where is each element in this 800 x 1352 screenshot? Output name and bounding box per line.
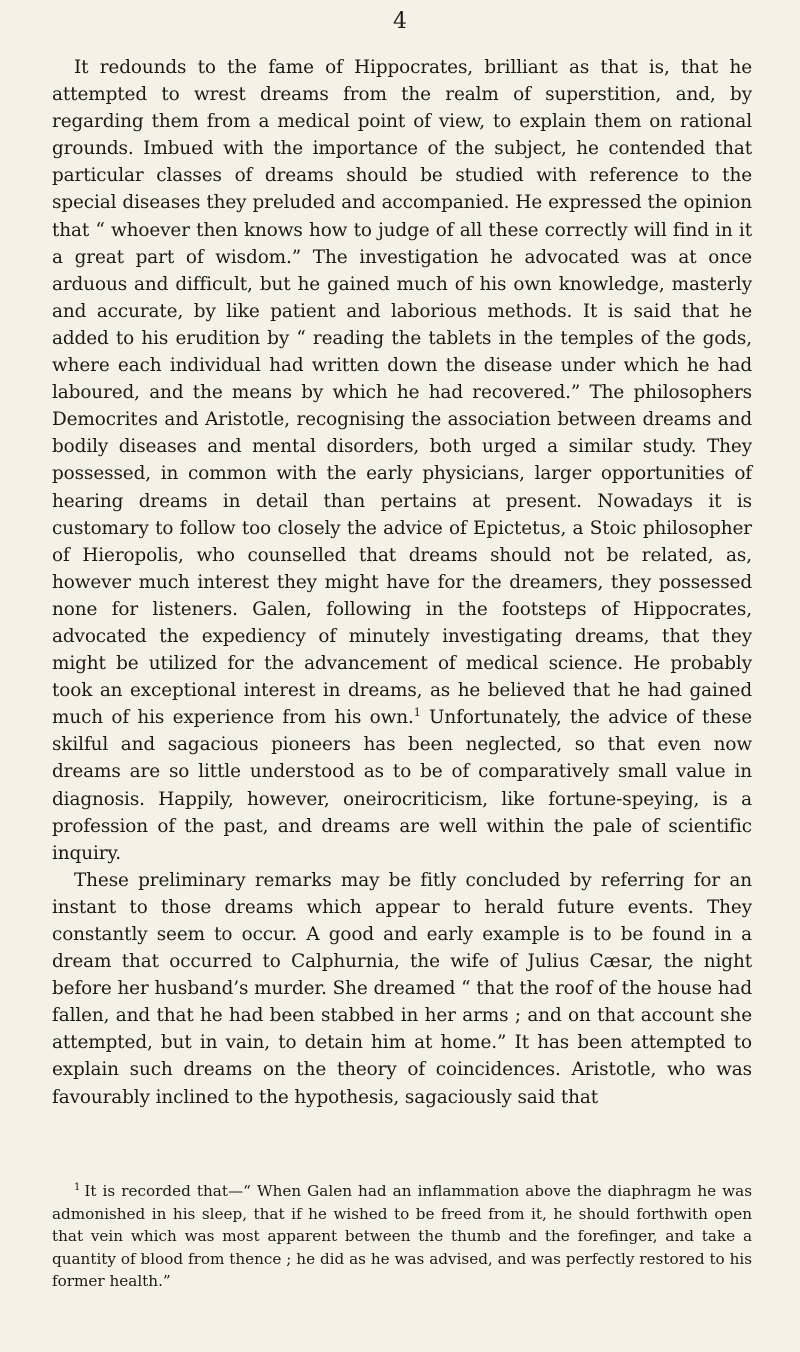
footnote-mark: 1 <box>74 1181 81 1193</box>
footnote <box>52 1180 752 1293</box>
footnote-paragraph <box>52 1180 752 1293</box>
footnote-text: It is recorded that—“ When Galen had an inflammation above the diaphragm he was admonished in his sleep, that if he wished to be freed from it, he should forthwith open that vein which was most apparent between the thumb and the forefinger, and take a quantity of blood from thence ; he did as he was advised, and was perfectly restored to his former health.” <box>52 1182 752 1290</box>
footnote-reference[interactable]: 1 <box>413 706 421 720</box>
paragraph-hippocrates <box>52 54 752 867</box>
paragraph-hippocrates-text: It redounds to the fame of Hippocrates, brilliant as that is, that he attempted to wrest dreams from the realm of superstition, and, by regarding them from a medical point of view, to explain them on rational grounds. Imbued with the importance of the subject, he contended that particular classes of dreams should be studied with reference to the special diseases they preluded and accompanied. He expressed the opinion that “ whoever then knows how to judge of all these correctly will find in it a great part of wisdom.” The investigation he advocated was at once arduous and difficult, but he gained much of his own knowledge, masterly and accurate, by like patient and laborious methods. It is said that he added to his erudition by “ reading the tablets in the temples of the gods, where each individual had written down the disease under which he had laboured, and the means by which he had recovered.” The philosophers Democrites and Aristotle, recognising the association between dreams and bodily diseases and mental disorders, both urged a similar study. They possessed, in common with the early physicians, larger opportunities of hearing dreams in detail than pertains at present. Nowadays it is customary to follow too closely the advice of Epictetus, a Stoic philosopher of Hieropolis, who counselled that dreams should not be related, as, however much interest they might have for the dreamers, they possessed none for listeners. Galen, following in the footsteps of Hippocrates, advocated the expediency of minutely investigating dreams, that they might be utilized for the advancement of medical science. He probably took an exceptional interest in dreams, as he believed that he had gained much of his experience from his own. <box>52 57 752 729</box>
page-number: 4 <box>393 9 407 34</box>
body-text <box>52 54 752 1111</box>
paragraph-prophetic-dreams: These preliminary remarks may be fitly concluded by referring for an instant to those dreams which appear to herald future events. They constantly seem to occur. A good and early example is to be found in a dream that occurred to Calphurnia, the wife of Julius Cæsar, the night before her husband’s murder. She dreamed “ that the roof of the house had fallen, and that he had been stabbed in her arms ; and on that account she attempted, but in vain, to detain him at home.” It has been attempted to explain such dreams on the theory of coincidences. Aristotle, who was favourably inclined to the hypothesis, sagaciously said that <box>52 869 752 1108</box>
paragraph-hippocrates-text-continued: Unfortunately, the advice of these skilful and sagacious pioneers has been neglected, so that even now dreams are so little understood as to be of comparatively small value in diagnosis. Happily, however, oneirocriticism, like fortune-speying, is a profession of the past, and dreams are well within the pale of scientific inquiry. <box>52 707 752 864</box>
